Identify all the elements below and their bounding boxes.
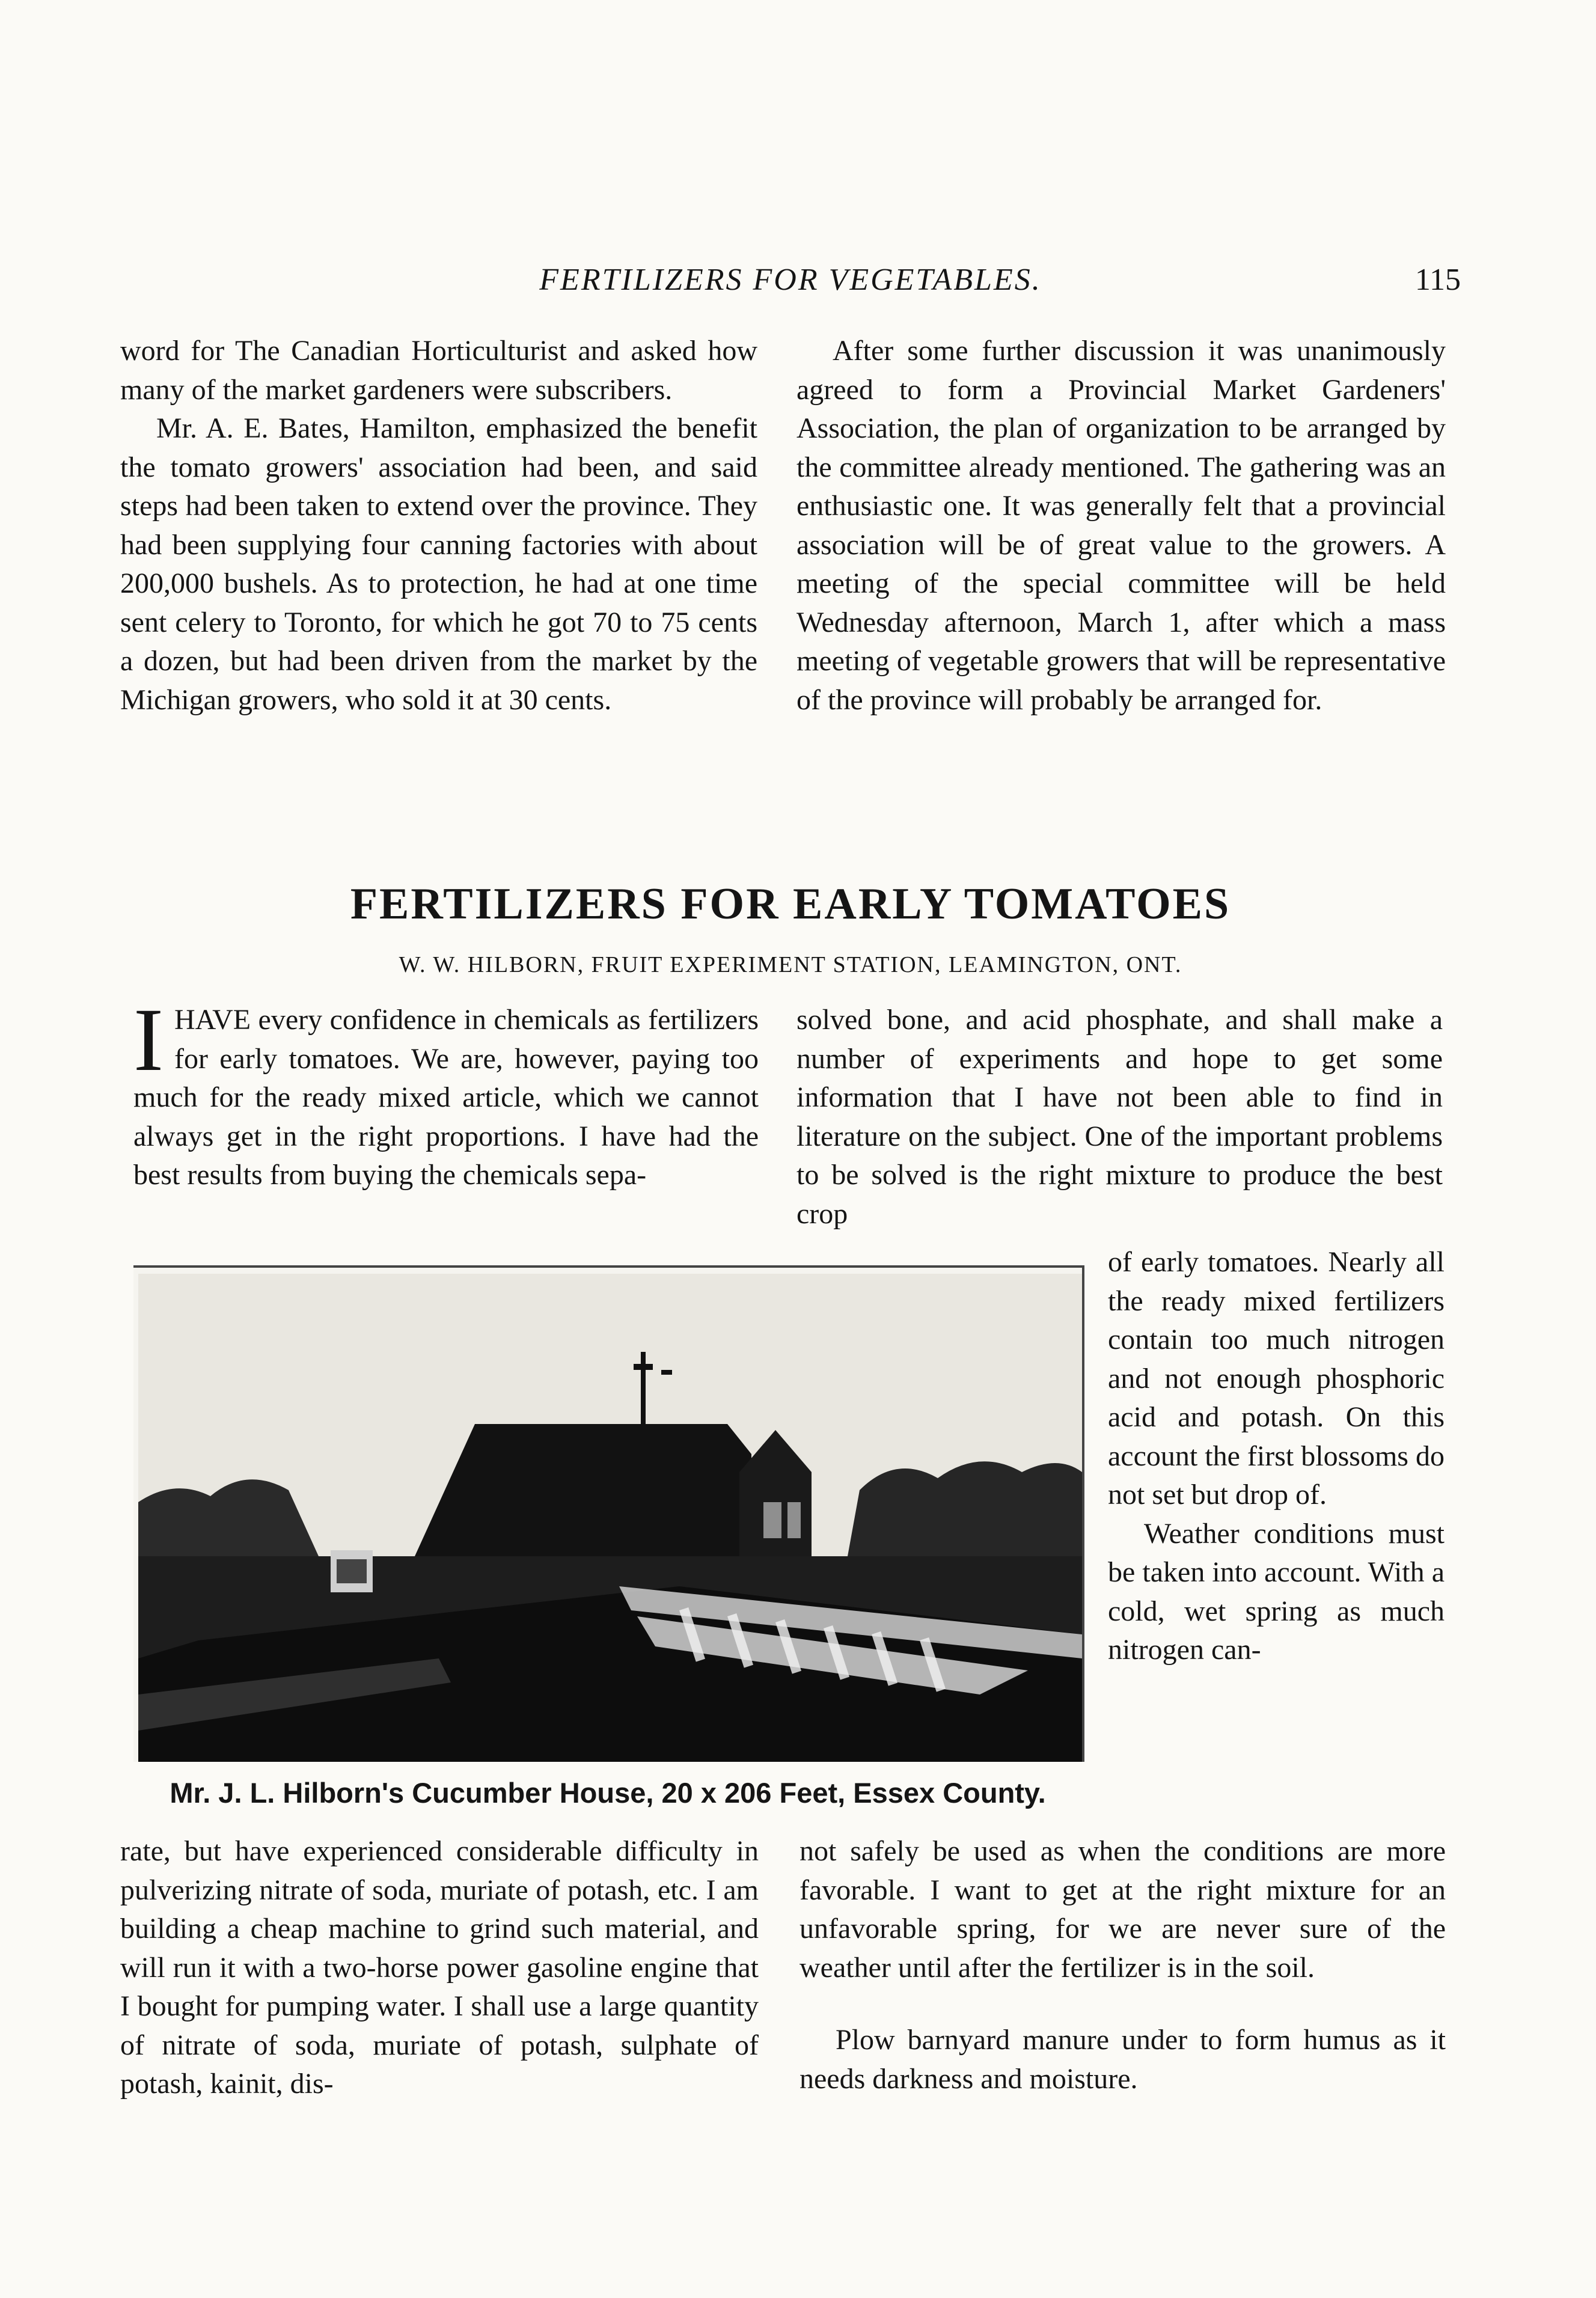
article-side-column — [1108, 1243, 1445, 1670]
paragraph: of early tomatoes. Nearly all the ready mixed fertilizers contain too much nitrogen and not enough phosphoric acid and potash. On this account the first blossoms do not set but drop of. — [1108, 1246, 1445, 1511]
drop-cap: I — [133, 990, 164, 1090]
article-intro-left-column — [133, 990, 759, 1195]
photo-caption: Mr. J. L. Hilborn's Cucumber House, 20 x 206 Feet, Essex County. — [170, 1777, 1046, 1809]
running-head — [120, 262, 1461, 304]
paragraph — [133, 990, 759, 1195]
paragraph: rate, but have experienced considerable difficulty in pulverizing nitrate of soda, muriate of potash, etc. I am building a cheap machine to grind such material, and will run it with a two-horse power gasoline engine that I bought for pumping water. I shall use a large quantity of nitrate of soda, muriate of potash, sulphate of potash, kainit, dis- — [120, 1835, 759, 2100]
greenhouse-photo — [138, 1274, 1082, 1762]
paragraph: Weather conditions must be taken into account. With a cold, wet spring as much nitrogen can- — [1108, 1517, 1445, 1666]
photo-frame — [133, 1265, 1084, 1762]
article-intro-right-column — [796, 1001, 1443, 1233]
paragraph: Plow barnyard manure under to form humus as it needs darkness and moisture. — [800, 2024, 1446, 2095]
article-title: FERTILIZERS FOR EARLY TOMATOES — [350, 879, 1231, 929]
paragraph: not safely be used as when the conditions are more favorable. I want to get at the right mixture for an unfavorable spring, for we are never sure of the weather until after the fertilizer is in the soil. — [800, 1835, 1446, 1984]
paragraph: After some further discussion it was unanimously agreed to form a Provincial Market Gardeners' Association, the plan of organization to be arranged by the committee already mentioned. The gathering was an enthusiastic one. It was generally felt that a provincial association will be of great value to the growers. A meeting of the special committee will be held Wednesday afternoon, March 1, after which a mass meeting of vegetable growers that will be representative of the province will probably be arranged for. — [796, 335, 1446, 716]
prev-article-right-column — [796, 332, 1446, 720]
prev-article-left-column — [120, 332, 757, 720]
running-title: FERTILIZERS FOR VEGETABLES. — [539, 263, 1042, 297]
paragraph-text: HAVE every confidence in chemicals as fertilizers for early tomatoes. We are, however, paying too much for the ready mixed article, which we cannot always get in the right proportions. I have had the best results from buying the chemicals sepa- — [133, 1004, 759, 1191]
article-bottom-left-column — [120, 1832, 759, 2104]
paragraph: solved bone, and acid phosphate, and shall make a number of experiments and hope to get some information that I have not been able to find in literature on the subject. One of the important problems to be solved is the right mixture to produce the best crop — [796, 1004, 1443, 1230]
page-number: 115 — [1414, 263, 1461, 297]
paragraph: Mr. A. E. Bates, Hamilton, emphasized the benefit the tomato growers' association had been, and said steps had been taken to extend over the province. They had been supplying four canning factories with about 200,000 bushels. As to protection, he had at one time sent celery to Toronto, for which he got 70 to 75 cents a dozen, but had been driven from the market by the Michigan growers, who sold it at 30 cents. — [120, 412, 757, 716]
article-bottom-right-column — [800, 1832, 1446, 2098]
paragraph: word for The Canadian Horticulturist and asked how many of the market gardeners were subscribers. — [120, 335, 757, 406]
article-byline: W. W. HILBORN, FRUIT EXPERIMENT STATION, LEAMINGTON, ONT. — [399, 952, 1182, 977]
